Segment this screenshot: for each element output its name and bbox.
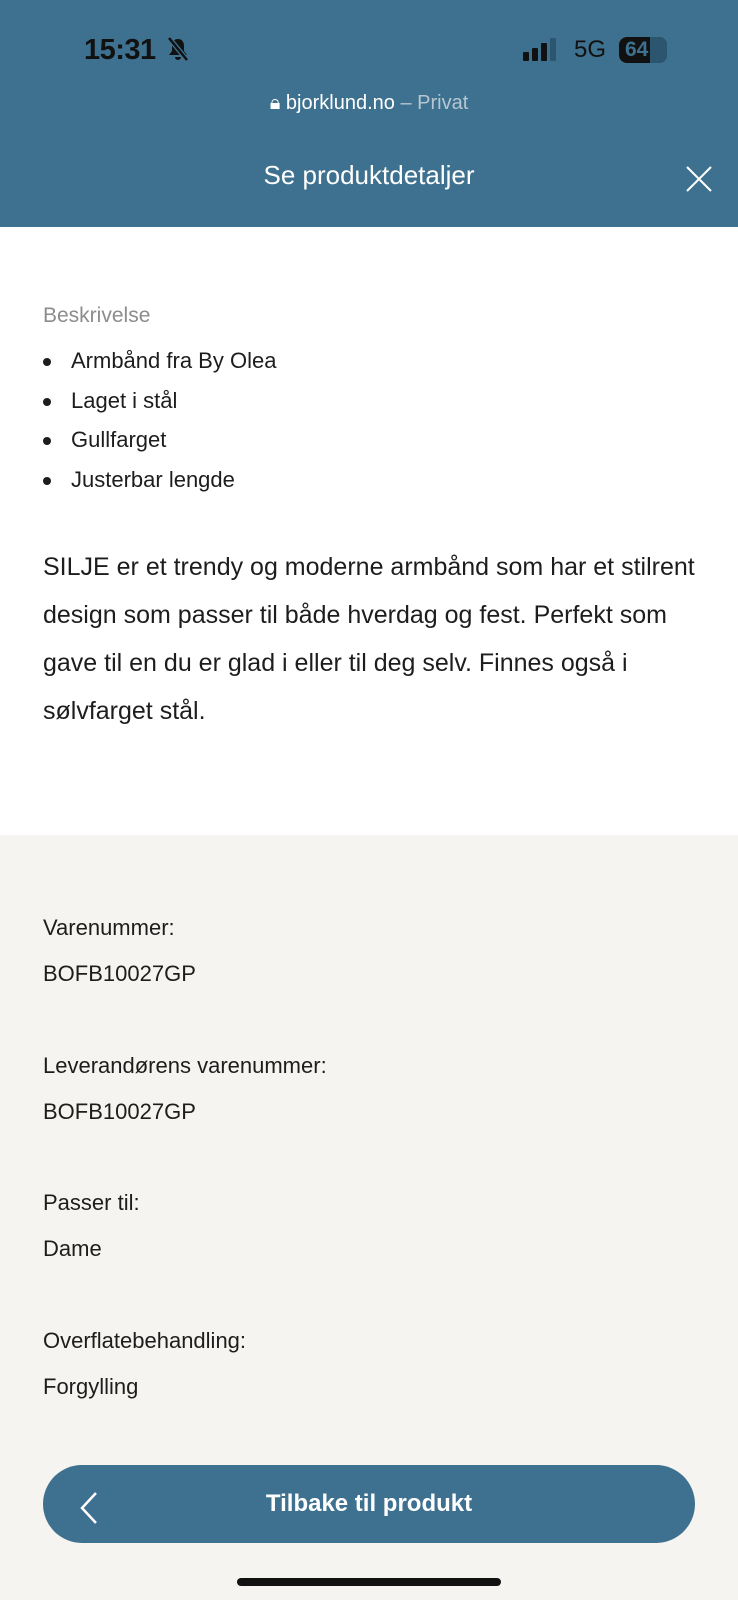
- url-bar[interactable]: [0, 92, 738, 115]
- spec-label: Varenummer:: [43, 915, 175, 940]
- list-item: Gullfarget: [43, 427, 276, 467]
- spec-value: Dame: [43, 1236, 102, 1261]
- back-to-product-button[interactable]: [43, 1465, 695, 1543]
- close-icon[interactable]: [686, 166, 712, 192]
- home-indicator: [237, 1578, 501, 1586]
- spec-value: BOFB10027GP: [43, 1099, 196, 1124]
- list-item: Armbånd fra By Olea: [43, 348, 276, 388]
- status-time: 15:31: [84, 34, 156, 66]
- button-label: Tilbake til produkt: [265, 1490, 473, 1517]
- network-type: 5G: [574, 36, 607, 63]
- bell-muted-icon: [166, 36, 190, 62]
- spec-value: Forgylling: [43, 1374, 139, 1399]
- description-text: SILJE er et trendy og moderne armbånd som har et stilrent design som passer til både hverdag og fest. Perfekt som gave til en du er glad i eller til deg selv. Finnes også i sølvfarget stål.: [43, 553, 695, 725]
- lock-icon: 🔒︎: [269, 92, 286, 114]
- header: [0, 0, 738, 227]
- list-item: Justerbar lengde: [43, 467, 276, 507]
- spec-label: Leverandørens varenummer:: [43, 1053, 327, 1078]
- page-title: Se produktdetaljer: [263, 160, 475, 190]
- chevron-left-icon: [79, 1491, 99, 1525]
- feature-list: [43, 348, 276, 506]
- spec-value: BOFB10027GP: [43, 961, 196, 986]
- signal-icon: [523, 38, 556, 61]
- description-label: Beskrivelse: [43, 304, 151, 327]
- private-mode: – Privat: [400, 92, 469, 114]
- spec-label: Overflatebehandling:: [43, 1328, 247, 1353]
- spec-label: Passer til:: [43, 1190, 140, 1215]
- domain: bjorklund.no: [285, 92, 395, 114]
- list-item: Laget i stål: [43, 388, 276, 428]
- battery-icon: 64: [619, 37, 667, 63]
